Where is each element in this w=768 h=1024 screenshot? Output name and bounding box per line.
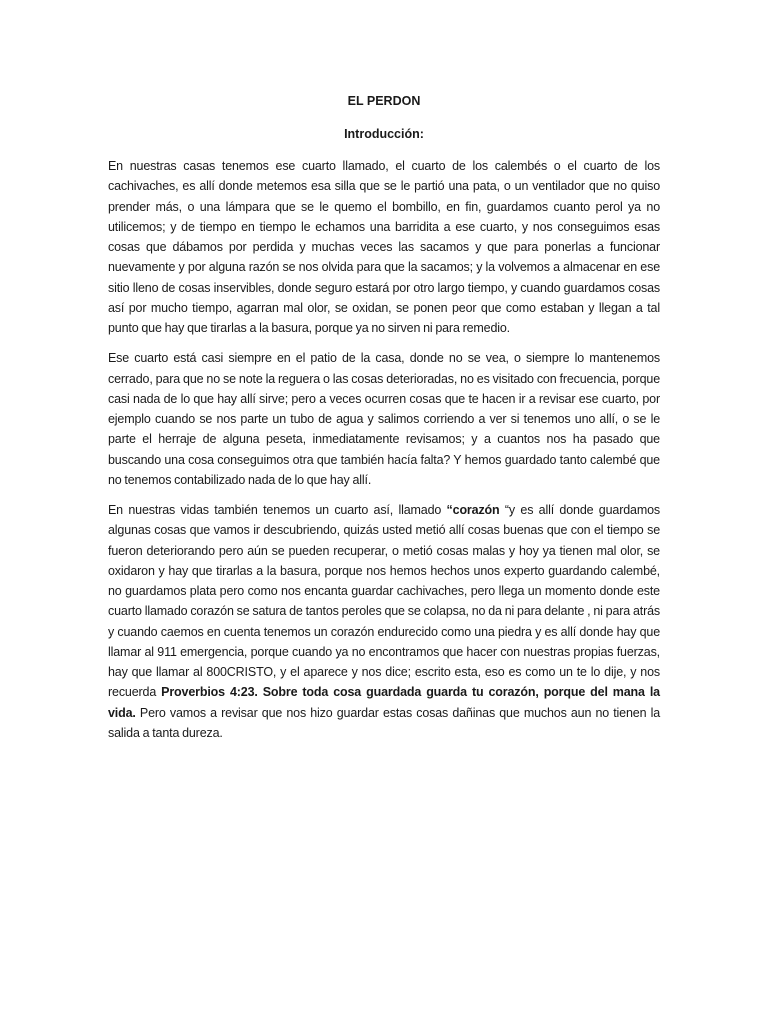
paragraph-3-text-c: Pero vamos a revisar que nos hizo guardar estas cosas dañinas que muchos aun no tienen la salida a tanta dureza. — [108, 705, 660, 740]
paragraph-3-text-a: En nuestras vidas también tenemos un cuarto así, llamado — [108, 503, 447, 517]
paragraph-2: Ese cuarto está casi siempre en el patio de la casa, donde no se vea, o siempre lo mantenemos cerrado, para que no se note la reguera o las cosas deterioradas, no es visitado con frecuencia, porque casi nada de lo que hay allí sirve; pero a veces ocurren cosas que te hacen ir a revisar ese cuarto, por ejemplo cuando se nos parte un tubo de agua y salimos corriendo a ver si tenemos uno allí, o se le parte el herraje de alguna peseta, inmediatamente revisamos; y a cuantos nos ha pasado que buscando una cosa conseguimos otra que también hacía falta? Y hemos guardado tanto calembé que no tenemos contabilizado nada de lo que hay allí. — [108, 351, 660, 487]
paragraph-3-bold-verse: Proverbios 4:23. Sobre toda cosa guardada guarda tu corazón, porque del mana la vida. — [108, 685, 660, 720]
document-title: EL PERDON — [347, 94, 421, 108]
paragraph-1: En nuestras casas tenemos ese cuarto llamado, el cuarto de los calembés o el cuarto de los cachivaches, es allí donde metemos esa silla que se le partió una pata, o un ventilador que no quiso prender más, o una lámpara que se le quemo el bombillo, en fin, guardamos cuanto perol ya no utilicemos; y de tiempo en tiempo le echamos una barridita a ese cuarto, y nos conseguimos esas cosas que dábamos por perdida y muchas veces las sacamos y que para ponerlas a funcionar nuevamente y por alguna razón se nos olvida para que la sacamos; y la volvemos a almacenar en ese sitio lleno de cosas inservibles, donde seguro estará por otro largo tiempo, y cuando guardamos cosas así por mucho tiempo, agarran mal olor, se oxidan, se ponen peor que como estaban y llegan a tal punto que hay que tirarlas a la basura, porque ya no sirven ni para remedio. — [108, 159, 660, 335]
document-body — [108, 92, 660, 753]
paragraph-3-bold-corazon: “corazón — [446, 503, 500, 517]
paragraph-3 — [108, 500, 660, 743]
section-heading: Introducción: — [344, 127, 424, 141]
paragraph-3-text-b: “y es allí donde guardamos algunas cosas que vamos ir descubriendo, quizás usted metió allí cosas buenas que con el tiempo se fueron deteriorando pero aún se pueden recuperar, o metió cosas malas y hoy ya tienen mal olor, se oxidaron y hay que tirarlas a la basura, porque nos hemos hechos unos experto guardando calembé, no guardamos plata pero como nos encanta guardar cachivaches, pero llega un momento donde este cuarto llamado corazón se satura de tantos peroles que se colapsa, no da ni para delante , ni para atrás y cuando caemos en cuenta tenemos un corazón endurecido como una piedra y es allí donde hay que llamar al 911 emergencia, porque cuando ya no encontramos que hacer con nuestras propias fuerzas, hay que llamar al 800CRISTO, y el aparece y nos dice; escrito esta, eso es como un te lo dije, y nos recuerda — [108, 503, 660, 700]
